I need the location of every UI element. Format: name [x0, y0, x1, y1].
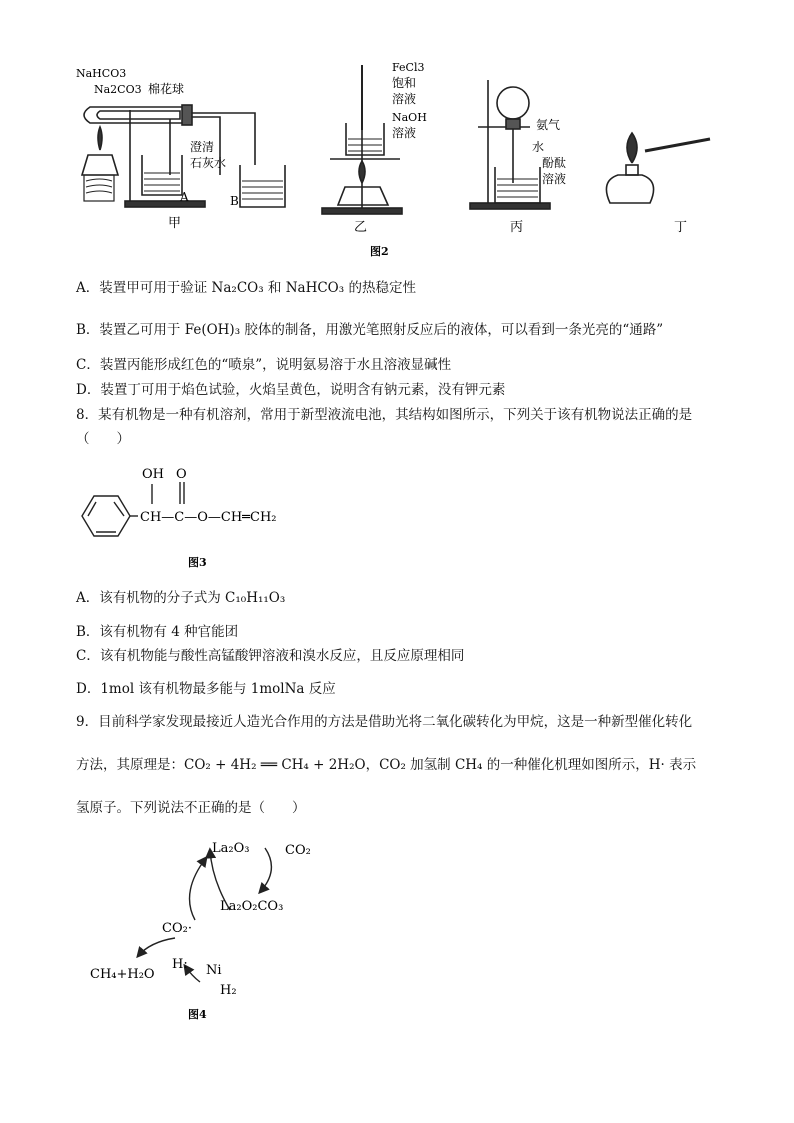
q7-option-a: A．装置甲可用于验证 Na₂CO₃ 和 NaHCO₃ 的热稳定性	[76, 280, 416, 296]
q8-paren: （ ）	[76, 431, 130, 447]
label-phenolphthalein-solution: 溶液	[542, 172, 567, 186]
label-fecl3: FeCl3	[392, 61, 425, 74]
label-phenolphthalein: 酚酞	[542, 156, 567, 170]
label-limewater-2: 石灰水	[190, 156, 227, 170]
label-naoh: NaOH	[392, 111, 427, 124]
label-naoh-solution: 溶液	[392, 126, 417, 140]
q8-option-d: D．1mol 该有机物最多能与 1molNa 反应	[76, 681, 336, 697]
structure-drawing	[72, 460, 322, 570]
label-ammonia: 氨气	[536, 118, 561, 132]
label-nahco3: NaHCO3	[76, 67, 127, 80]
q7-option-d: D．装置丁可用于焰色试验，火焰呈黄色，说明含有钠元素，没有钾元素	[76, 382, 506, 398]
q7-option-c: C．装置丙能形成红色的“喷泉”，说明氨易溶于水且溶液显碱性	[76, 357, 452, 373]
mechanism-ni: Ni	[206, 963, 222, 978]
q7-option-b: B．装置乙可用于 Fe(OH)₃ 胶体的制备，用激光笔照射反应后的液体，可以看到一条光亮的“通路”	[76, 322, 664, 338]
structure-chain: CH—C—O—CH═CH₂	[140, 510, 277, 525]
label-fecl3-solution: 溶液	[392, 92, 417, 106]
figure-4-caption: 图4	[188, 1008, 207, 1021]
q8-option-b: B．该有机物有 4 种官能团	[76, 624, 239, 640]
q9-line-3: 氢原子。下列说法不正确的是（ ）	[76, 800, 306, 816]
mechanism-co2: CO₂	[285, 843, 311, 858]
apparatus-drawing	[70, 55, 730, 265]
apparatus-ding: 丁	[674, 220, 688, 235]
q9-line-1: 9．目前科学家发现最接近人造光合作用的方法是借助光将二氧化碳转化为甲烷，这是一种新型催化转化	[76, 714, 693, 730]
figure-2	[70, 55, 730, 265]
label-fecl3-saturated: 饱和	[392, 76, 417, 90]
q8-option-a: A．该有机物的分子式为 C₁₀H₁₁O₃	[76, 590, 286, 606]
figure-4	[80, 830, 340, 1030]
figure-3-caption: 图3	[188, 556, 207, 569]
mechanism-la2o3: La₂O₃	[212, 841, 250, 856]
figure-2-caption: 图2	[370, 245, 389, 258]
apparatus-bing: 丙	[510, 220, 524, 235]
label-water: 水	[532, 140, 545, 154]
structure-oh: OH	[142, 467, 164, 482]
q9-line-2: 方法，其原理是：CO₂ + 4H₂ ══ CH₄ + 2H₂O，CO₂ 加氢制 CH₄ 的一种催化机理如图所示，H· 表示	[76, 757, 697, 773]
mechanism-h2: H₂	[220, 983, 237, 998]
mechanism-co2-radical: CO₂·	[162, 921, 192, 936]
figure-3	[72, 460, 322, 570]
label-limewater-1: 澄清	[190, 140, 215, 154]
mechanism-h-radical: H:	[172, 957, 188, 972]
q8-option-c: C．该有机物能与酸性高锰酸钾溶液和溴水反应，且反应原理相同	[76, 648, 465, 664]
mechanism-la2o2co3: La₂O₂CO₃	[220, 899, 284, 914]
mechanism-products: CH₄+H₂O	[90, 967, 155, 982]
q8-stem: 8．某有机物是一种有机溶剂，常用于新型液流电池，其结构如图所示，下列关于该有机物说法正确的是	[76, 407, 693, 423]
mechanism-drawing	[80, 830, 340, 1030]
apparatus-yi: 乙	[354, 220, 368, 235]
label-beaker-b: B	[230, 194, 239, 208]
apparatus-jia: 甲	[168, 216, 182, 231]
structure-o-top: O	[176, 467, 187, 482]
label-na2co3: Na2CO3	[94, 83, 142, 96]
label-beaker-a: A	[180, 190, 189, 204]
label-cotton: 棉花球	[148, 82, 185, 96]
